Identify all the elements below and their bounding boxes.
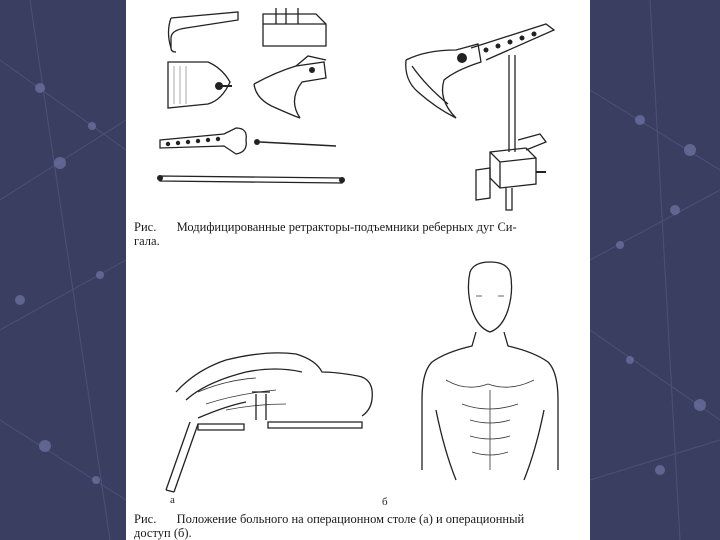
figure1-caption-line2: гала. <box>134 234 160 248</box>
figure1-caption-line1: Модифицированные ретракторы-подъемники реберных дуг Си- <box>176 220 517 234</box>
figure1-caption-prefix: Рис. <box>134 220 157 234</box>
figure2-caption-line2: доступ (б). <box>134 526 192 540</box>
figure2-label-b: б <box>382 496 388 508</box>
figure2-caption-prefix: Рис. <box>134 512 157 526</box>
figure2-caption-line1: Положение больного на операционном столе (а) и операционный <box>176 512 525 526</box>
patient-on-table-illustration <box>126 0 590 540</box>
document-page <box>126 0 590 540</box>
figure2-label-a: а <box>170 494 175 506</box>
